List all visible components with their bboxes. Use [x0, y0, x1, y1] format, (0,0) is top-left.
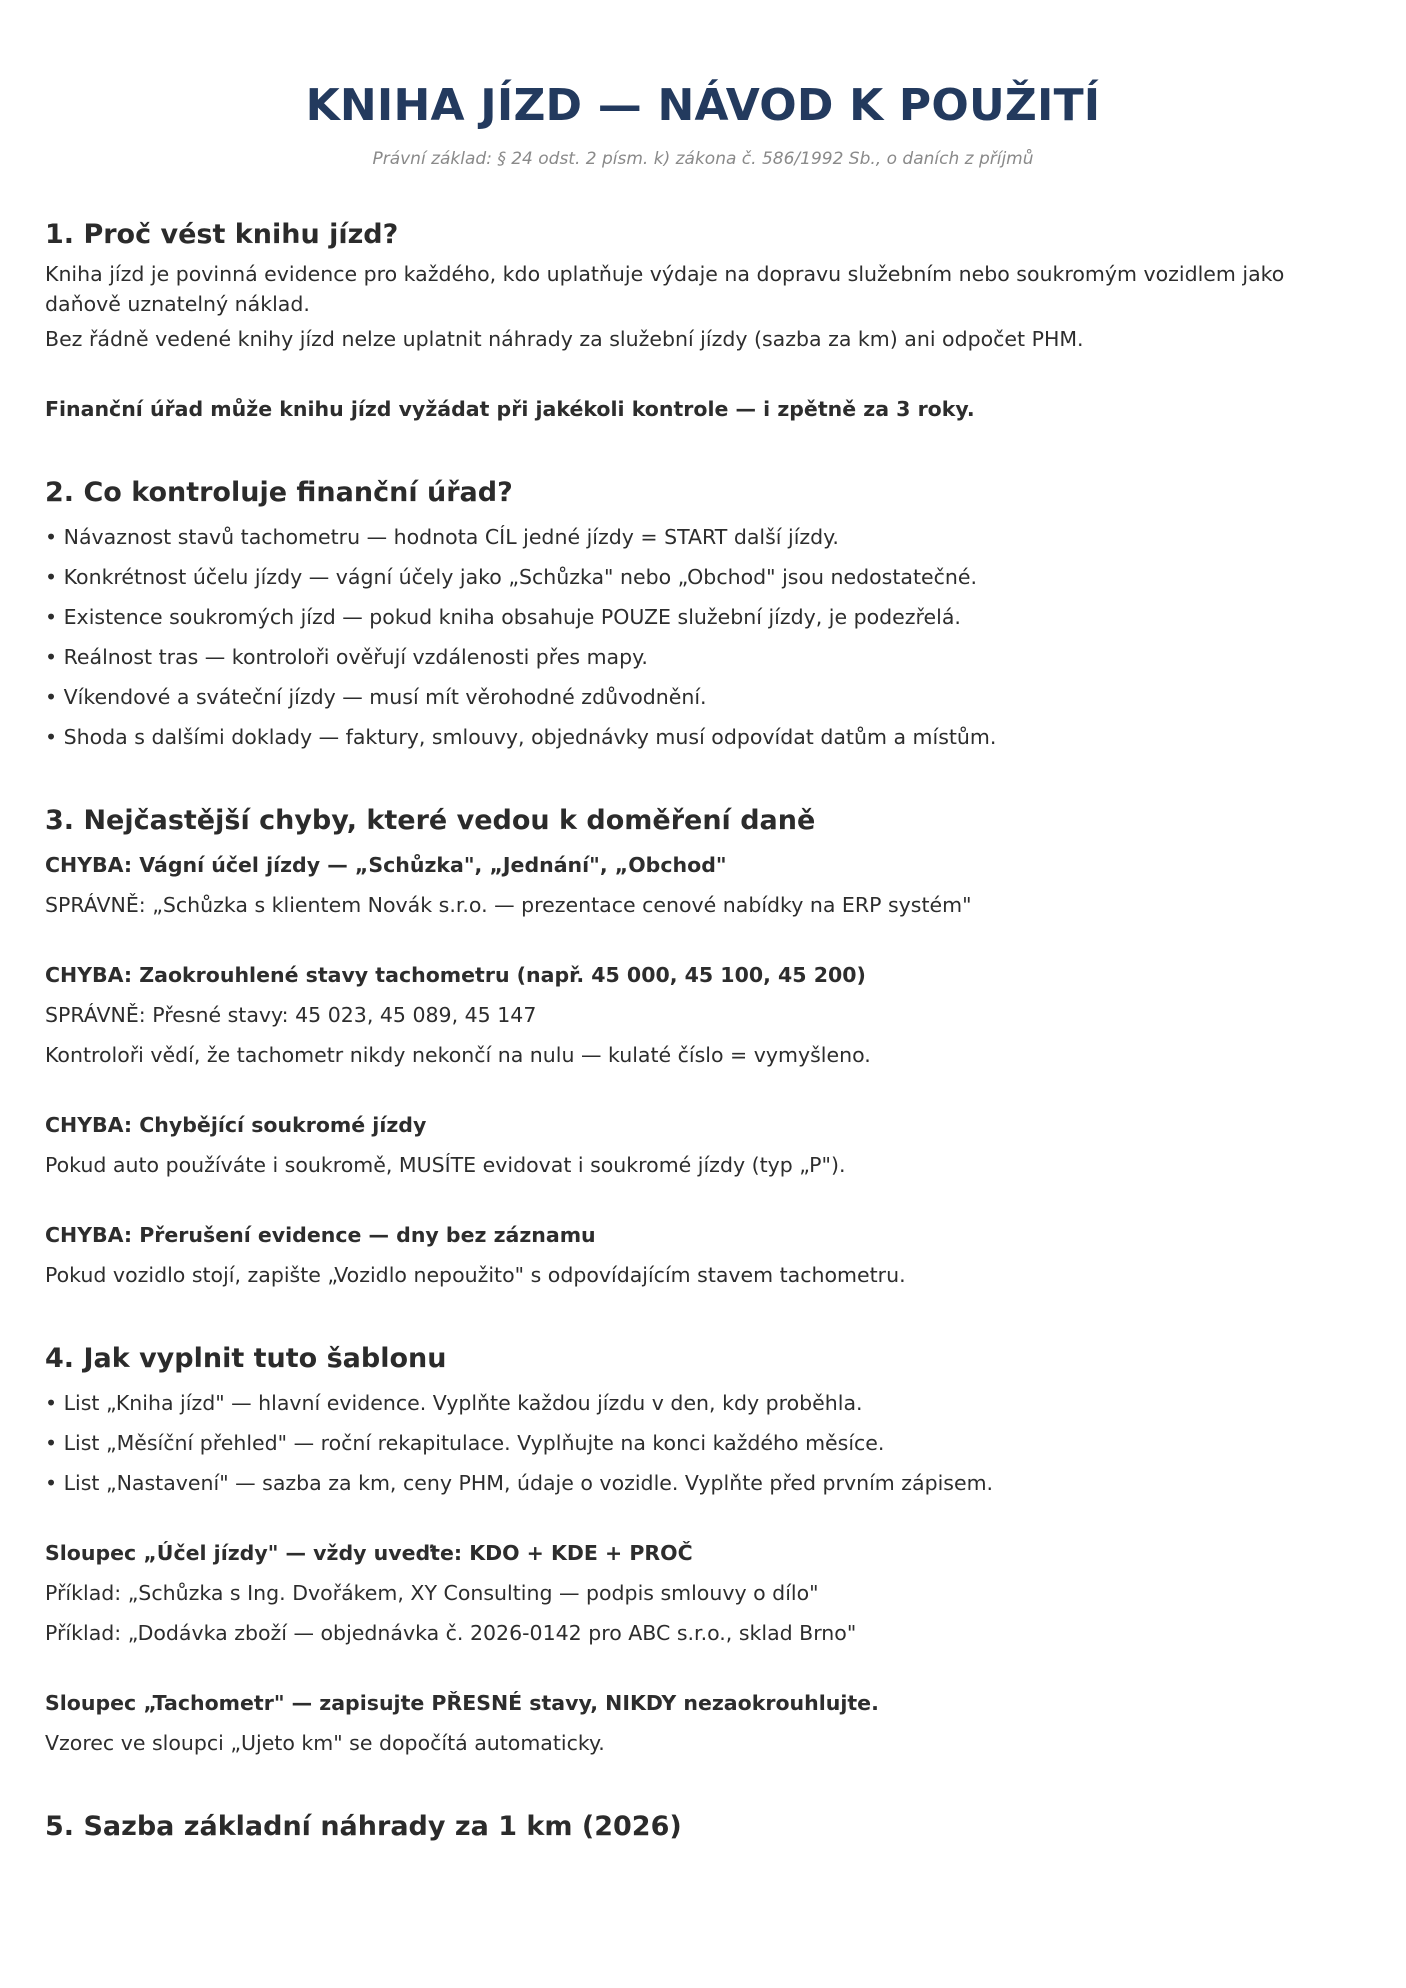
- section-4-heading: 4. Jak vyplnit tuto šablonu: [45, 1343, 447, 1374]
- document-title: KNIHA JÍZD — NÁVOD K POUŽITÍ: [305, 80, 1101, 131]
- list-item: • Konkrétnost účelu jízdy — vágní účely jako „Schůzka" nebo „Obchod" jsou nedostatečné.: [45, 565, 977, 589]
- document-subtitle: Právní základ: § 24 odst. 2 písm. k) zákona č. 586/1992 Sb., o daních z příjmů: [372, 149, 1034, 169]
- section-2-heading: 2. Co kontroluje finanční úřad?: [45, 477, 513, 508]
- error-correct: SPRÁVNĚ: Přesné stavy: 45 023, 45 089, 45 147: [45, 1003, 537, 1027]
- list-item: • List „Nastavení" — sazba za km, ceny PHM, údaje o vozidle. Vyplňte před prvním zápisem.: [45, 1471, 994, 1495]
- section-4: [45, 1341, 1361, 1763]
- spacer: [45, 1653, 1361, 1683]
- section-2: [45, 475, 1361, 757]
- column-title: Sloupec „Účel jízdy" — vždy uveďte: KDO + KDE + PROČ: [45, 1541, 693, 1565]
- list-item: • Návaznost stavů tachometru — hodnota CÍL jedné jízdy = START další jízdy.: [45, 525, 839, 549]
- section-3: [45, 803, 1361, 1295]
- section-1-heading: 1. Proč vést knihu jízd?: [45, 219, 399, 250]
- error-correct: SPRÁVNĚ: „Schůzka s klientem Novák s.r.o. — prezentace cenové nabídky na ERP systém": [45, 893, 972, 917]
- list-item: • Reálnost tras — kontroloři ověřují vzdálenosti přes mapy.: [45, 645, 648, 669]
- section-5-heading: 5. Sazba základní náhrady za 1 km (2026): [45, 1811, 682, 1842]
- section-3-heading: 3. Nejčastější chyby, které vedou k doměření daně: [45, 805, 816, 836]
- list-item: • List „Kniha jízd" — hlavní evidence. Vyplňte každou jízdu v den, kdy proběhla.: [45, 1391, 863, 1415]
- error-note: Kontroloři vědí, že tachometr nikdy nekončí na nulu — kulaté číslo = vymyšleno.: [45, 1043, 871, 1067]
- section-1-paragraph-2: Bez řádně vedené knihy jízd nelze uplatnit náhrady za služební jízdy (sazba za km) ani odpočet PHM.: [45, 327, 1084, 351]
- list-item: • List „Měsíční přehled" — roční rekapitulace. Vyplňujte na konci každého měsíce.: [45, 1431, 885, 1455]
- section-1: [45, 217, 1361, 429]
- error-title: CHYBA: Zaokrouhlené stavy tachometru (např. 45 000, 45 100, 45 200): [45, 963, 866, 987]
- example-line: Příklad: „Dodávka zboží — objednávka č. 2026-0142 pro ABC s.r.o., sklad Brno": [45, 1621, 857, 1645]
- column-note: Vzorec ve sloupci „Ujeto km" se dopočítá automaticky.: [45, 1731, 605, 1755]
- spacer: [45, 1185, 1361, 1215]
- error-title: CHYBA: Přerušení evidence — dny bez záznamu: [45, 1223, 596, 1247]
- spacer: [45, 1503, 1361, 1533]
- column-title: Sloupec „Tachometr" — zapisujte PŘESNÉ stavy, NIKDY nezaokrouhlujte.: [45, 1691, 879, 1715]
- spacer: [45, 1075, 1361, 1105]
- example-line: Příklad: „Schůzka s Ing. Dvořákem, XY Consulting — podpis smlouvy o dílo": [45, 1581, 819, 1605]
- section-1-paragraph-1: Kniha jízd je povinná evidence pro každého, kdo uplatňuje výdaje na dopravu služebním nebo soukromým vozidlem jako daňově uznatelný náklad.: [45, 262, 1285, 316]
- error-note: Pokud auto používáte i soukromě, MUSÍTE evidovat i soukromé jízdy (typ „P").: [45, 1153, 846, 1177]
- section-5: [45, 1809, 1361, 1845]
- section-1-warning: Finanční úřad může knihu jízd vyžádat při jakékoli kontrole — i zpětně za 3 roky.: [45, 397, 975, 421]
- error-note: Pokud vozidlo stojí, zapište „Vozidlo nepoužito" s odpovídajícím stavem tachometru.: [45, 1263, 906, 1287]
- spacer: [45, 925, 1361, 955]
- error-title: CHYBA: Chybějící soukromé jízdy: [45, 1113, 427, 1137]
- list-item: • Víkendové a sváteční jízdy — musí mít věrohodné zdůvodnění.: [45, 685, 707, 709]
- spacer: [45, 359, 1361, 389]
- list-item: • Existence soukromých jízd — pokud kniha obsahuje POUZE služební jízdy, je podezřelá.: [45, 605, 961, 629]
- list-item: • Shoda s dalšími doklady — faktury, smlouvy, objednávky musí odpovídat datům a místům.: [45, 725, 997, 749]
- error-title: CHYBA: Vágní účel jízdy — „Schůzka", „Jednání", „Obchod": [45, 853, 727, 877]
